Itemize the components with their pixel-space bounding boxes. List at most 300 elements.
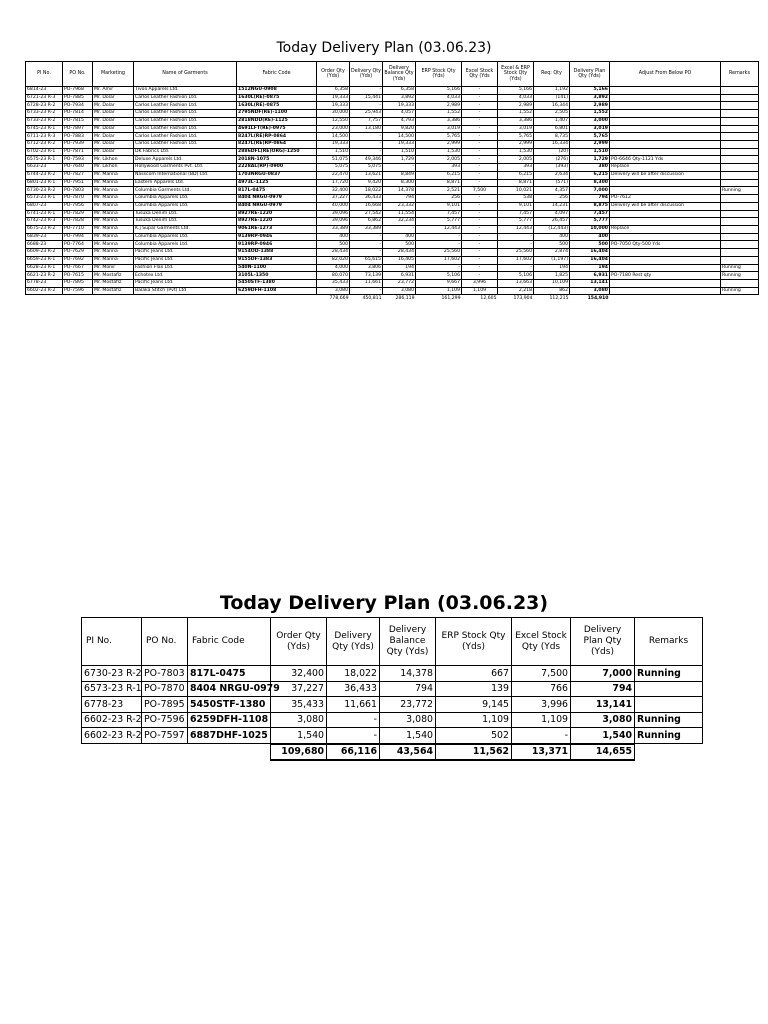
table-cell: 12,550 [317,117,350,125]
table-cell: PO-7897 [63,125,93,133]
table-cell [610,102,721,110]
table-cell: K.j Supar Garments Ltd. [134,225,237,233]
table-cell: 2818NDD(RE)-1125 [237,117,317,125]
table-cell: PO-7612 [610,195,721,203]
table-cell [721,241,759,249]
table-cell [721,164,759,172]
table-cell: DK Fabrics Ltd. [134,148,237,156]
table-cell: 3,080 [571,712,635,728]
table-cell: 6575-23 R-1 [26,156,63,164]
table-cell [721,202,759,210]
table-row [82,666,703,682]
table-cell: Mr. Dolar [93,125,134,133]
table-cell: - [350,141,383,149]
table-cell [721,210,759,218]
table-cell: - [462,94,498,102]
total-cell: 286,119 [383,295,416,302]
table-cell: 6659-23 R-1 [26,256,63,264]
table-cell: PO-7828 [63,218,93,226]
table-cell [610,264,721,272]
table-cell: 6609-23 R-2 [26,249,63,257]
table-cell: 1,552 [416,110,462,118]
table-cell: 80,070 [317,272,350,280]
table-cell: 19,333 [383,141,416,149]
table-cell: 5,075 [350,164,383,172]
column-header: ERP Stock Qty (Yds) [416,62,462,87]
table-cell: PO-7895 [63,279,93,287]
table-cell: 4,033 [498,94,534,102]
table-cell: 5,765 [570,133,610,141]
table-cell: 6602-23 R-2 [82,712,142,728]
table-cell: Mr. Likhon [93,156,134,164]
table-cell: 3,080 [271,712,327,728]
table-cell: - [383,164,416,172]
table-cell: 817L-0475 [188,666,271,682]
table-cell [721,218,759,226]
table-cell: 6730-23 R-2 [82,666,142,682]
table-cell: PO-7883 [63,133,93,141]
table-cell: - [462,125,498,133]
table-cell: 6801-23 R-1 [26,179,63,187]
table-row [26,102,759,110]
table-cell: Mr. Manna [93,187,134,195]
column-header: Fabric Code [188,618,271,666]
table-cell: Tivoli Apparels Ltd. [134,87,237,95]
table-cell: 5,777 [416,218,462,226]
table-cell: 6839-23 [26,233,63,241]
table-cell: 256 [534,195,570,203]
total-cell: 112,215 [534,295,570,302]
table-cell: Mr. Dolar [93,94,134,102]
table-row [26,125,759,133]
total-cell: 450,811 [350,295,383,302]
table-cell: - [462,210,498,218]
table-cell: 39,096 [317,210,350,218]
table-cell: (12,443) [534,225,570,233]
table-cell: 1,510 [570,148,610,156]
table-cell [721,148,759,156]
table-cell: PO-7968 [63,87,93,95]
table-cell: 9,101 [498,202,534,210]
table-row [26,264,759,272]
table-cell: PO-7764 [63,241,93,249]
table-cell: 11,661 [327,697,380,713]
table-cell: PO-7593 [63,156,93,164]
blank-cell [610,295,721,302]
table-cell: PO-7871 [63,148,93,156]
table-cell: 11,554 [383,210,416,218]
table-cell: 6733-23 R-2 [26,117,63,125]
table-cell: 37,227 [317,195,350,203]
table-cell: 51,075 [317,156,350,164]
table-cell: 6,931 [570,272,610,280]
table-cell: 2,989 [570,102,610,110]
table-cell: 37,227 [271,681,327,697]
table-cell: 13,141 [571,697,635,713]
table-cell: 6742-23 R-3 [26,218,63,226]
table-cell: 3,080 [380,712,436,728]
table-cell: 6887DHF-1025 [188,728,271,744]
table-cell: 23,332 [383,202,416,210]
table-cell: Mr. Dolar [93,110,134,118]
table-cell: 16,404 [570,249,610,257]
table-cell: 540N-1100 [237,264,317,272]
table-cell: 26,457 [534,218,570,226]
table-cell: - [498,241,534,249]
table-cell: Carlos Leather Fashion Ltd. [134,110,237,118]
table-cell: 794 [570,195,610,203]
table-cell: Carlos Leather Fashion Ltd. [134,125,237,133]
table-cell: 33,389 [317,225,350,233]
table-cell: 19,333 [383,102,416,110]
table-cell: 400 [383,233,416,241]
table-cell: 9,101 [416,202,462,210]
table-cell: 28,434 [383,249,416,257]
table-cell: Mr. Monir [93,264,134,272]
table-cell: 9139RP-0946 [237,241,317,249]
table-cell: 3,019 [498,125,534,133]
table-cell: PO-7803 [63,187,93,195]
table-cell: 16,404 [570,256,610,264]
blank-cell [134,295,237,302]
table-cell: 16,334 [534,141,570,149]
table-cell: PO-7994 [63,233,93,241]
table-cell: 5,106 [416,272,462,280]
table-cell: Hollywood Garments Pvt. Ltd. [134,164,237,172]
table-cell: 256 [416,195,462,203]
blank-cell [26,295,63,302]
table-cell: 8247L(RE)RP-0864 [237,133,317,141]
table-cell: 4,057 [383,110,416,118]
table-cell: 19,333 [317,102,350,110]
table-cell: 8,871 [498,179,534,187]
table-cell: 7,457 [416,210,462,218]
table-cell: Mr. Manna [93,241,134,249]
table-cell: Mr. Manna [93,195,134,203]
table-cell: PO-7640 [63,164,93,172]
table-cell: 1,729 [570,156,610,164]
table-cell: 6602-23 R-2 [82,728,142,744]
table-cell: - [327,728,380,744]
table-cell: 9061RE-1273 [237,225,317,233]
table-cell: Columbia Apparels Ltd. [134,195,237,203]
table-cell: 32,400 [271,666,327,682]
table-cell: 5,166 [570,87,610,95]
total-cell: 778,669 [317,295,350,302]
table-cell: 6807-23 [26,202,63,210]
table-cell: 35,433 [317,279,350,287]
table-row [26,233,759,241]
table-cell: 19,333 [317,141,350,149]
delivery-plan-table-1 [25,61,759,302]
table-cell: Mr. Manna [93,171,134,179]
table-cell: - [350,87,383,95]
column-header: ERP Stock Qty (Yds) [436,618,512,666]
table-cell: 393 [416,164,462,172]
table-cell: 6628-23 R-1 [26,264,63,272]
table-cell: Tusuka Denim Ltd. [134,218,237,226]
column-header: Delivery Qty (Yds) [327,618,380,666]
table-cell: 30,000 [317,110,350,118]
table-cell [721,279,759,287]
table-cell [610,187,721,195]
total-cell: 12,605 [462,295,498,302]
table-cell: - [416,241,462,249]
table-cell: - [462,171,498,179]
table-cell: Mr. Mostafiz [93,279,134,287]
table-cell: 6,801 [534,125,570,133]
table-cell: 5,075 [317,164,350,172]
total-cell: 13,371 [512,744,571,761]
table-cell: - [462,117,498,125]
table-cell: 6633-23 [26,164,63,172]
table-cell: PO-7596 [142,712,188,728]
table-cell: 139 [436,681,512,697]
total-cell: 66,116 [327,744,380,761]
table-cell: Carlos Leather Fashion Ltd. [134,102,237,110]
table-cell: 33,389 [350,225,383,233]
table-cell: Running [635,666,703,682]
table-cell: 8927RE-1220 [237,218,317,226]
table-cell: 502 [436,728,512,744]
table-row [26,110,759,118]
table-cell: 18,022 [327,666,380,682]
table-cell [721,94,759,102]
table-cell: Mr. Dolar [93,102,134,110]
column-header: Excel & ERP Stock Qty (Yds) [498,62,534,87]
table-cell: PO-7615 [63,272,93,280]
table-cell [721,87,759,95]
table-cell: Carlos Leather Fashion Ltd. [134,141,237,149]
table-cell: 1,510 [383,148,416,156]
table-cell: Running [721,264,759,272]
table-cell [721,179,759,187]
table-cell: 3,806 [350,264,383,272]
table-cell: Mr. Manna [93,225,134,233]
table-cell: 9,420 [350,179,383,187]
table-cell: - [498,264,534,272]
table-cell: 6573-23 R-1 [26,195,63,203]
table-cell: Carlos Leather Fashion Ltd. [134,94,237,102]
table-cell: 5,765 [498,133,534,141]
table-cell [635,681,703,697]
table-cell [721,110,759,118]
table-cell: 8927RE-1220 [237,210,317,218]
table-cell: - [462,225,498,233]
table-row [26,195,759,203]
table-cell: Tusuka Denim Ltd. [134,210,237,218]
table-cell: 8404 NRGU-0979 [188,681,271,697]
table-cell: Eastern Apparels Ltd. [134,179,237,187]
table-cell: 3,386 [416,117,462,125]
table-cell: - [462,133,498,141]
table-cell: PO-7803 [142,666,188,682]
table-cell: 9139RP-0946 [237,233,317,241]
table-cell: 2,874 [534,249,570,257]
table-cell: 5,765 [416,133,462,141]
table-cell: 1630L(RE)-0875 [237,102,317,110]
table-cell [610,179,721,187]
column-header: Order Qty (Yds) [317,62,350,87]
table-cell: 9155DF-1383 [237,256,317,264]
table-row [26,279,759,287]
table-cell: Mr. Likhon [93,164,134,172]
table-cell: 39,096 [317,218,350,226]
table-cell: 8,300 [570,179,610,187]
table-cell: 1,109 [436,712,512,728]
table-cell: 2,218 [498,287,534,295]
table-cell: 7,457 [570,210,610,218]
table-cell: - [498,233,534,241]
table-cell: PO-7870 [142,681,188,697]
table-cell [610,148,721,156]
table-cell: 500 [383,241,416,249]
table-cell: 2018N-1075 [237,156,317,164]
table-cell: 6675-23 R-2 [26,225,63,233]
table-cell: Pacific Jeans Ltd. [134,279,237,287]
table-cell: - [350,148,383,156]
table-cell: 766 [512,681,571,697]
column-header: Remarks [721,62,759,87]
table-row [26,218,759,226]
total-cell: 11,562 [436,744,512,761]
table-cell: 500 [317,241,350,249]
table-row [26,94,759,102]
table-cell: 538 [498,195,534,203]
table-cell: PO-7815 [63,117,93,125]
blank-cell [721,295,759,302]
table-cell: 82,020 [317,256,350,264]
table-cell: Mr. Dolar [93,141,134,149]
table-cell: PO-7710 [63,225,93,233]
table-cell: Mr. Dolar [93,133,134,141]
table-cell: 3,080 [570,287,610,295]
table-cell: Mr. Manna [93,210,134,218]
table-cell: 6259DFH-1108 [237,287,317,295]
table-cell: - [462,148,498,156]
delivery-plan-title-1: Today Delivery Plan (03.06.23) [276,40,492,56]
table-cell: 1,109 [462,287,498,295]
table-row [26,202,759,210]
table-cell: 25,943 [350,110,383,118]
table-cell: Running [635,712,703,728]
table-cell [610,233,721,241]
delivery-plan-table-2 [81,617,703,761]
blank-cell [237,295,317,302]
table-cell: 817L-0475 [237,187,317,195]
table-cell: PO-7629 [63,249,93,257]
table-cell: 1,552 [570,110,610,118]
table-cell: PO-7895 [142,697,188,713]
table-cell: - [350,133,383,141]
column-header: PO No. [63,62,93,87]
table-cell: 6,931 [383,272,416,280]
table-cell: 12,443 [498,225,534,233]
table-cell [721,141,759,149]
column-header: Name of Garments [134,62,237,87]
table-cell: 3,892 [570,94,610,102]
table-cell: 1,530 [416,148,462,156]
table-row [26,117,759,125]
table-cell: 5,106 [498,272,534,280]
table-cell: 13,663 [498,279,534,287]
table-cell: PO-7956 [63,202,93,210]
table-cell [721,233,759,241]
table-cell: PO-7596 [63,287,93,295]
table-cell: 49,346 [350,156,383,164]
table-cell: 10,109 [534,279,570,287]
table-cell: 3,996 [512,697,571,713]
table-cell: 2,989 [498,102,534,110]
table-cell: 1703NRGU-0837 [237,171,317,179]
table-cell: 13,141 [570,279,610,287]
table-cell: Mr. Mostafiz [93,272,134,280]
table-cell: PO-7814 [63,110,93,118]
table-cell: 6711-23 R-3 [26,133,63,141]
table-cell: 19,333 [317,94,350,102]
table-row [26,164,759,172]
table-cell: PO-6646 Qty-1121 Yds [610,156,721,164]
table-cell: 16,668 [350,202,383,210]
table-cell: 862 [534,287,570,295]
table-cell: 4973L-1125 [237,179,317,187]
table-cell [721,133,759,141]
table-cell: - [462,179,498,187]
table-cell: 2,505 [534,110,570,118]
table-cell: 400 [534,233,570,241]
table-cell: 7,757 [350,117,383,125]
column-header: Adjust From Below PO [610,62,721,87]
column-header: Remarks [635,618,703,666]
table-cell: 2795NDF(RE)-1100 [237,110,317,118]
table-cell: Pacific Jeans Ltd. [134,256,237,264]
table-cell: 500 [534,241,570,249]
table-cell: 2,999 [498,141,534,149]
table-cell: 2,999 [416,141,462,149]
table-cell: 6778-23 [26,279,63,287]
table-cell: - [462,164,498,172]
table-cell: 2228AL(RP)-0900 [237,164,317,172]
table-cell: 35,433 [271,697,327,713]
table-cell: 4,033 [416,94,462,102]
table-cell [721,256,759,264]
blank-cell [93,295,134,302]
table-cell: 14,378 [383,187,416,195]
table-cell: - [327,712,380,728]
table-cell: 2,634 [534,171,570,179]
table-cell: Carlos Leather Fashion Ltd. [134,117,237,125]
table-cell: 1,540 [271,728,327,744]
table-cell: 25,560 [498,249,534,257]
table-cell: 2,999 [570,141,610,149]
column-header: PI No. [82,618,142,666]
table-cell: 194 [534,264,570,272]
table-cell: 6733-23 R-2 [26,110,63,118]
table-cell: - [462,249,498,257]
table-cell: PO-7829 [63,210,93,218]
table-row [82,681,703,697]
table-cell [610,279,721,287]
table-cell: 1,552 [498,110,534,118]
column-header: Delivery Qty (Yds) [350,62,383,87]
table-row [26,210,759,218]
table-cell: 8404 NRGU-0979 [237,195,317,203]
table-cell [721,156,759,164]
table-cell: PO-7951 [63,179,93,187]
table-cell [610,87,721,95]
table-cell: 6573-23 R-1 [82,681,142,697]
table-cell: - [350,102,383,110]
